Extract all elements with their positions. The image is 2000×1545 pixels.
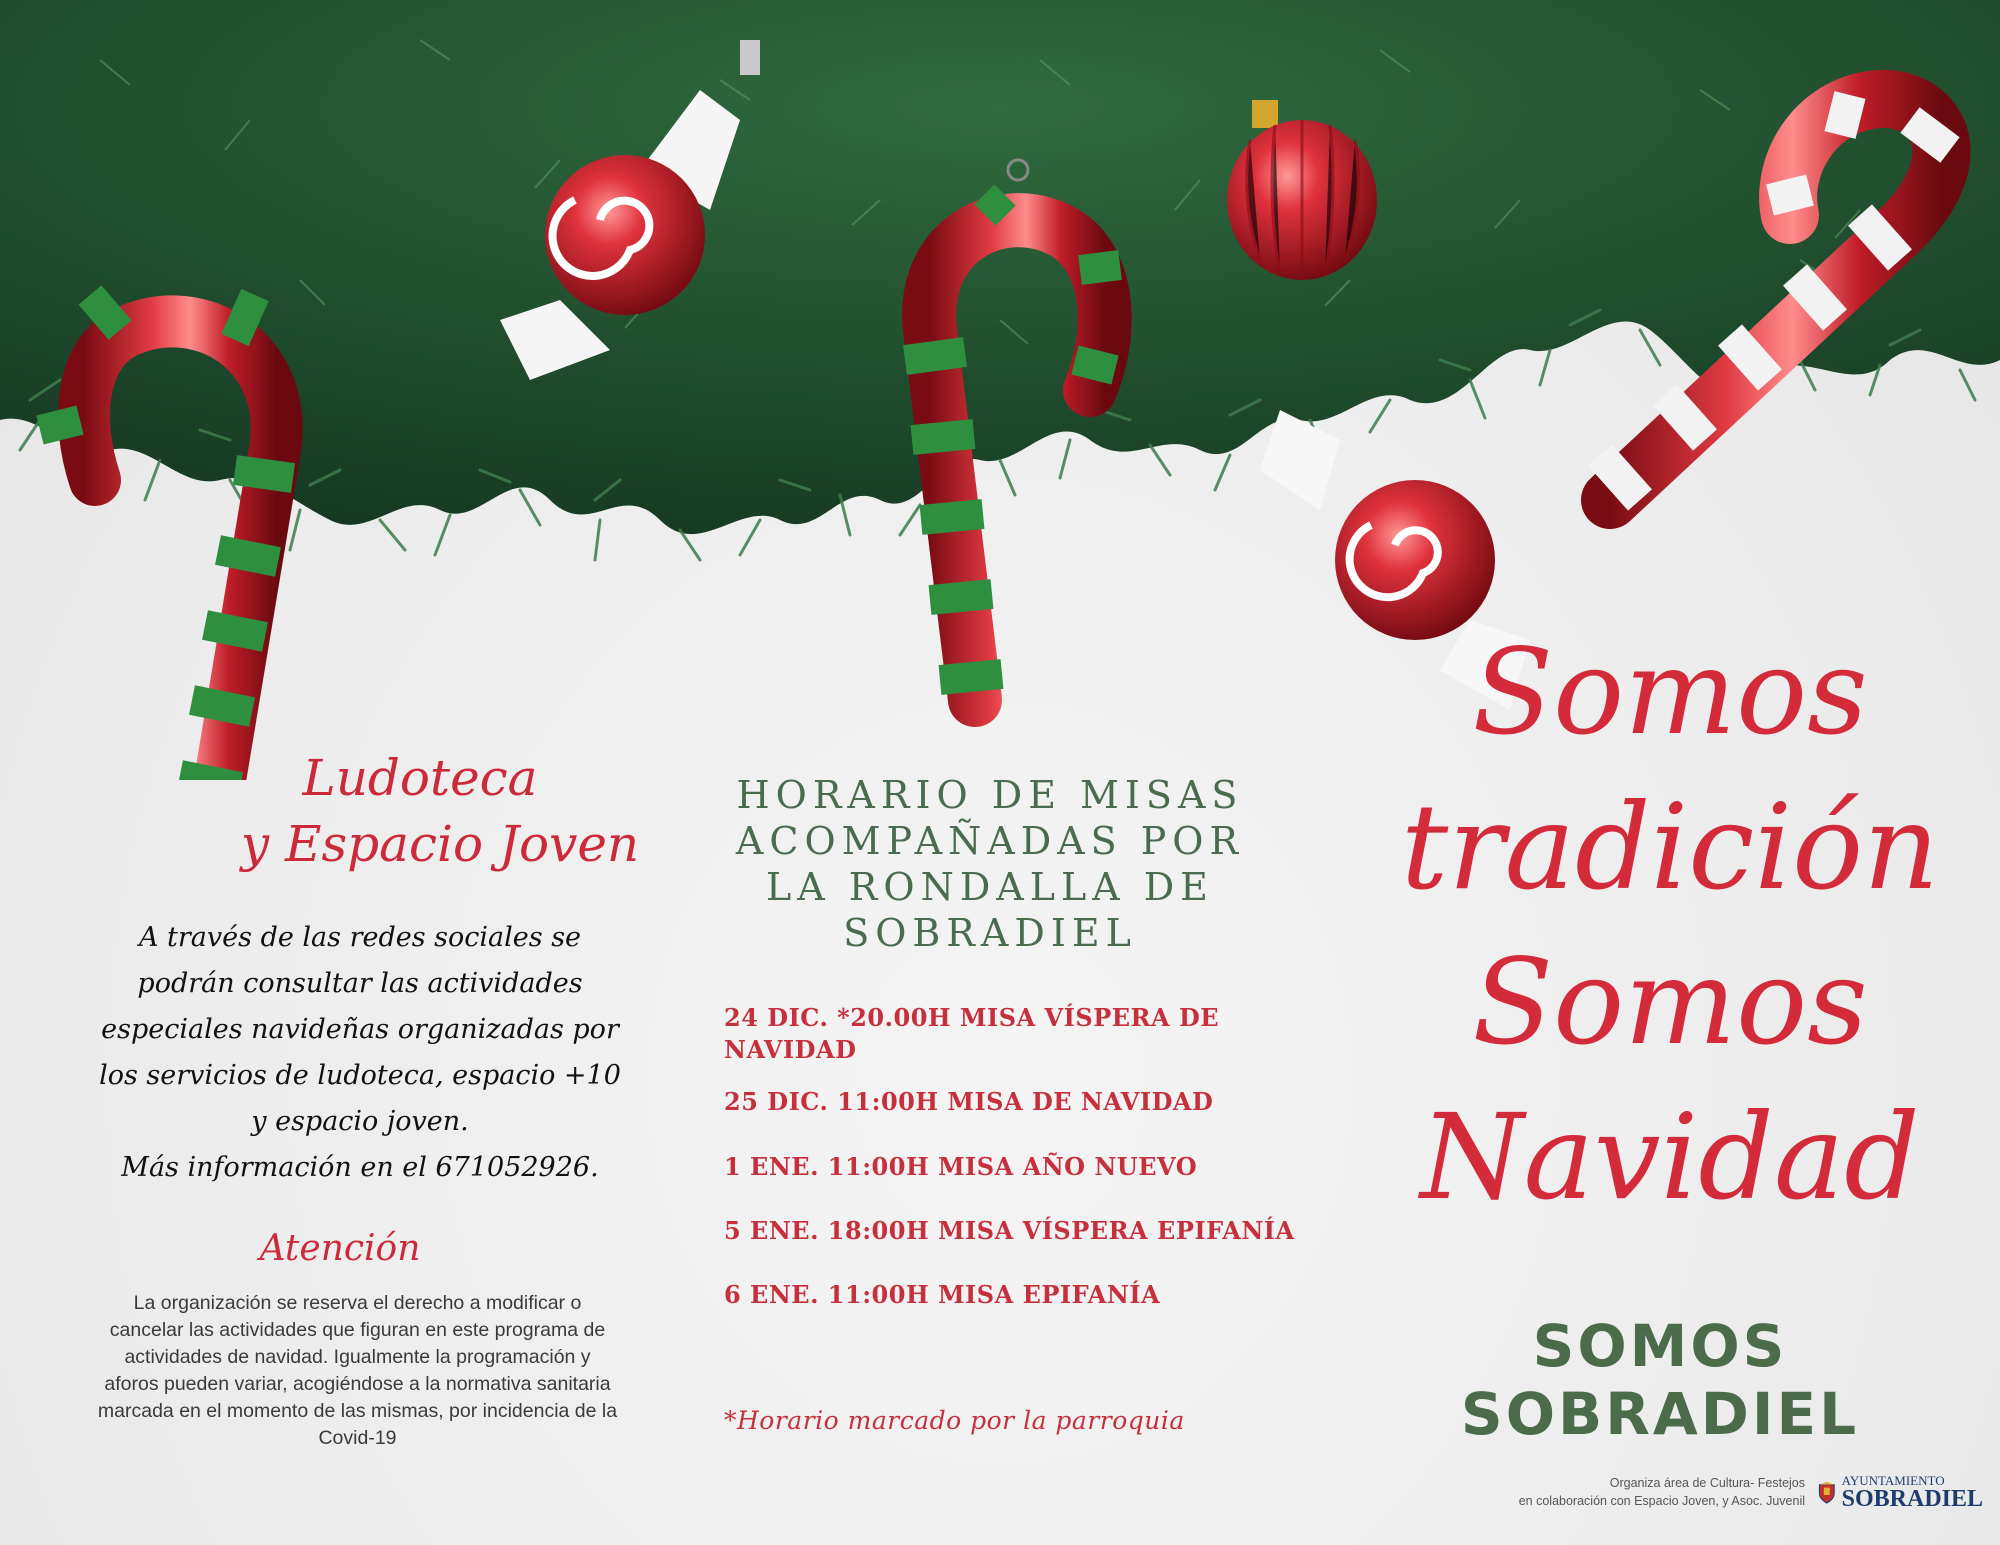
ludoteca-body-line: Más información en el 671052926. [121, 1152, 599, 1183]
headline [1360, 615, 1980, 1235]
ayuntamiento-logo [1818, 1472, 1983, 1512]
logo-line1: AYUNTAMIENTO [1841, 1472, 1945, 1488]
list-item: 24 DIC. *20.00H MISA VÍSPERA DE NAVIDAD [724, 1003, 1220, 1064]
list-item: 6 ENE. 11:00H MISA EPIFANÍA [724, 1280, 1161, 1309]
misas-title-line: HORARIO DE MISAS [736, 773, 1244, 817]
ludoteca-body-line: A través de las redes sociales se [138, 922, 582, 953]
list-item: 5 ENE. 18:00H MISA VÍSPERA EPIFANÍA [724, 1216, 1295, 1245]
organizer-credits [1445, 1474, 1805, 1510]
ludoteca-title-line1: Ludoteca [302, 749, 538, 807]
logo-line2: SOBRADIEL [1841, 1485, 1983, 1512]
credits-line: en colaboración con Espacio Joven, y Asoc. Juvenil [1518, 1494, 1805, 1508]
ludoteca-title [150, 745, 690, 877]
ludoteca-description [90, 915, 630, 1191]
misas-title-line: LA RONDALLA DE [766, 865, 1214, 909]
headline-line: tradición [1400, 778, 1940, 916]
tagline: SOMOS SOBRADIEL [1460, 1312, 1860, 1448]
ludoteca-body-line: especiales navideñas organizadas por [101, 1014, 619, 1045]
headline-line: Navidad [1420, 1088, 1920, 1226]
ludoteca-body-line: y espacio joven. [251, 1106, 469, 1137]
list-item: 25 DIC. 11:00H MISA DE NAVIDAD [724, 1087, 1214, 1116]
misas-title [700, 772, 1280, 956]
credits-line: Organiza área de Cultura- Festejos [1609, 1476, 1805, 1490]
atencion-title: Atención [259, 1228, 421, 1269]
misas-title-line: ACOMPAÑADAS POR [735, 819, 1245, 863]
ludoteca-body-line: podrán consultar las actividades [137, 968, 583, 999]
misas-schedule-list [724, 1002, 1304, 1311]
coat-of-arms-icon [1818, 1476, 1836, 1508]
list-item: 1 ENE. 11:00H MISA AÑO NUEVO [724, 1152, 1198, 1181]
ludoteca-body-line: los servicios de ludoteca, espacio +10 [99, 1060, 621, 1091]
headline-line: Somos [1472, 623, 1868, 761]
misas-title-line: SOBRADIEL [843, 911, 1137, 955]
misas-footnote: *Horario marcado por la parroquia [724, 1406, 1185, 1435]
atencion-notice: La organización se reserva el derecho a modificar o cancelar las actividades que figuran en este programa de actividades de navidad. Igualmente la programación y aforos pueden variar, acogiéndose a la normativa sanitaria marcada en el momento de las mismas, por incidencia de la Covid-19 [97, 1292, 618, 1449]
headline-line: Somos [1472, 933, 1868, 1071]
ludoteca-title-line2: y Espacio Joven [240, 815, 640, 873]
